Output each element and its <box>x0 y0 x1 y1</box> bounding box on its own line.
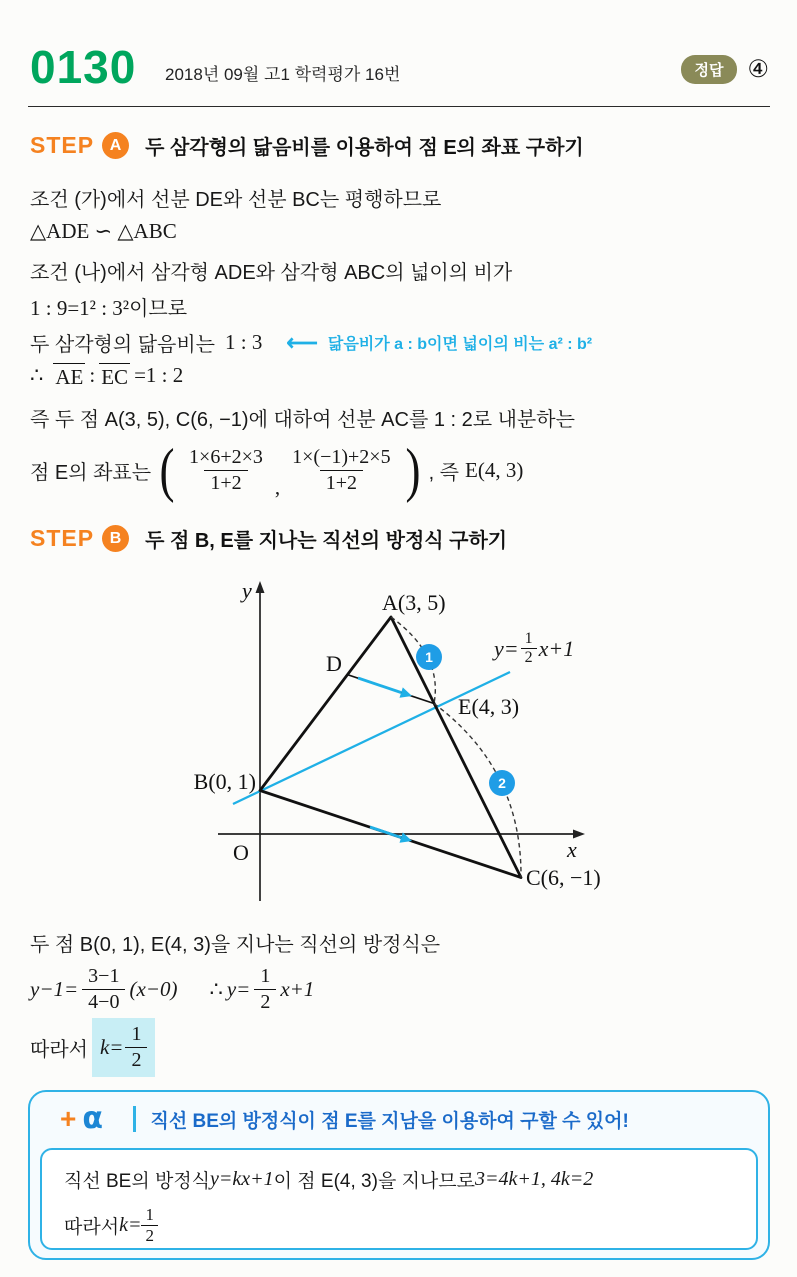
header-divider <box>28 106 770 107</box>
solution-line-3: 조건 (나)에서 삼각형 ADE와 삼각형 ABC의 넓이의 비가 <box>30 262 513 284</box>
triangle-abc <box>260 617 521 878</box>
ratio-result: =1 : 2 <box>134 363 184 387</box>
equation-fraction: $\frac{1}{2}$ <box>521 630 537 668</box>
solution-line-7: 즉 두 점 A(3, 5), C(6, −1)에 대하여 선분 AC를 1 : 2로 내분하는 <box>30 409 575 431</box>
x-axis-label: x <box>567 837 577 862</box>
coordinate-diagram <box>170 570 670 920</box>
tip-solve: 3=4k+1, 4k=2 <box>475 1168 594 1190</box>
coord-comma: , <box>274 475 281 499</box>
step-b-label: STEP <box>30 525 95 551</box>
tip-k-fraction: $\frac{1}{2}$ <box>141 1205 158 1245</box>
conclusion-line <box>30 1022 155 1072</box>
slope-fraction: $\frac{3-1}{4-0}$ <box>82 964 125 1015</box>
similar-ratio-text: 두 삼각형의 닮음비는 <box>30 334 215 356</box>
point-c-label: C(6, −1) <box>526 865 601 890</box>
answer-area <box>681 55 770 84</box>
answer-mark: ④ <box>747 57 769 83</box>
line-equation-work <box>30 963 314 1015</box>
point-b-label: B(0, 1) <box>193 769 256 794</box>
ratio-marker-1-label: 1 <box>425 649 433 665</box>
line-be <box>233 672 510 804</box>
solution-line-8: 두 점 B(0, 1), E(4, 3)을 지나는 직선의 방정식은 <box>30 934 441 956</box>
step-b-title: 두 점 B, E를 지나는 직선의 방정식 구하기 <box>145 530 508 552</box>
conclusion-prefix: 따라서 <box>30 1038 88 1061</box>
ratio-squared: 1 : 9=1² : 3² <box>30 296 130 320</box>
y-axis-label: y <box>242 578 252 603</box>
solution-line-4 <box>30 292 187 321</box>
plus-alpha-box <box>28 1090 770 1260</box>
coord-suffix-kr: , 즉 <box>428 461 459 484</box>
step-a-header <box>30 131 584 160</box>
half-fraction: $\frac{1}{2}$ <box>254 964 276 1015</box>
eq-rhs-post: x+1 <box>280 976 315 1001</box>
therefore-symbol: ∴ <box>30 363 44 387</box>
similar-ratio-value: 1 : 3 <box>225 330 263 354</box>
step-a-label: STEP <box>30 132 95 158</box>
coordinate-formula: 점 E의 좌표는 ( $\frac{1\times 6+2\times 3}{1+2}$ , $\frac{1\times(-1)+2\times 5}{1+2}$ ) , 즉 E(4, 3) <box>30 437 524 503</box>
coord-prefix: 점 E의 좌표는 <box>30 461 152 484</box>
solution-line-5 <box>30 328 592 357</box>
plus-alpha-body <box>40 1148 758 1250</box>
tip-k-equals: k= <box>119 1213 142 1236</box>
header-bar-divider <box>133 1106 137 1132</box>
k-value-highlight <box>92 1018 156 1077</box>
step-b-badge: B <box>102 525 129 552</box>
plus-alpha-header <box>60 1101 768 1136</box>
x-coordinate-fraction: $\frac{1\times 6+2\times 3}{1+2}$ <box>189 445 263 494</box>
arrow-bc <box>370 827 401 837</box>
therefore-symbol-2: ∴ <box>209 976 223 1001</box>
plus-icon: + <box>60 1103 77 1134</box>
tip-equation: y=kx+1 <box>210 1168 274 1190</box>
left-arrow-icon: ⟵ <box>286 329 318 355</box>
eq-lhs: y−1= <box>30 976 79 1001</box>
step-a-title: 두 삼각형의 닮음비를 이용하여 점 E의 좌표 구하기 <box>145 137 584 159</box>
ratio-marker-2-label: 2 <box>498 775 506 791</box>
point-a-label: A(3, 5) <box>382 590 446 615</box>
arrow-de-head-icon <box>400 687 413 697</box>
y-coordinate-fraction: $\frac{1\times(-1)+2\times 5}{1+2}$ <box>292 445 391 494</box>
origin-label: O <box>233 840 249 865</box>
arrow-de <box>358 678 401 693</box>
tip-line-2: 따라서 k= $\frac{1}{2}$ <box>64 1205 756 1245</box>
line-4-suffix: 이므로 <box>129 298 188 320</box>
solution-line-1: 조건 (가)에서 선분 DE와 선분 BC는 평행하므로 <box>30 189 442 211</box>
eq-rhs-pre: y= <box>226 976 251 1001</box>
answer-badge: 정답 <box>681 55 738 84</box>
coord-result: E(4, 3) <box>465 457 524 482</box>
plus-alpha-title: 직선 BE의 방정식이 점 E를 지남을 이용하여 구할 수 있어! <box>150 1110 629 1132</box>
ratio-colon: : <box>89 363 96 387</box>
point-e-label: E(4, 3) <box>458 694 520 719</box>
y-axis-arrow-icon <box>256 581 265 593</box>
line-equation-label: y= $\frac{1}{2}$ x+1 <box>494 630 575 667</box>
tip-line-1: 직선 BE의 방정식 y=kx+1 이 점 E(4, 3)을 지나므로 3=4k+1, 4k=2 <box>64 1168 594 1192</box>
annotation-note: 닮음비가 a : b이면 넓이의 비는 a² : b² <box>327 336 593 353</box>
k-fraction: $\frac{1}{2}$ <box>125 1022 147 1073</box>
step-b-header <box>30 524 507 553</box>
segment-ae: AE <box>55 365 84 389</box>
problem-number: 0130 <box>30 41 137 93</box>
step-a-badge: A <box>102 132 129 159</box>
problem-source: 2018년 09월 고1 학력평가 16번 <box>165 65 401 84</box>
solution-line-6 <box>30 363 183 388</box>
alpha-icon: α <box>82 1101 103 1136</box>
segment-ec: EC <box>101 365 129 389</box>
solution-line-2: △ADE ∽ △ABC <box>30 219 177 243</box>
eq-mid: (x−0) <box>129 976 178 1001</box>
k-equals: k= <box>99 1034 124 1059</box>
point-d-label: D <box>326 651 342 676</box>
